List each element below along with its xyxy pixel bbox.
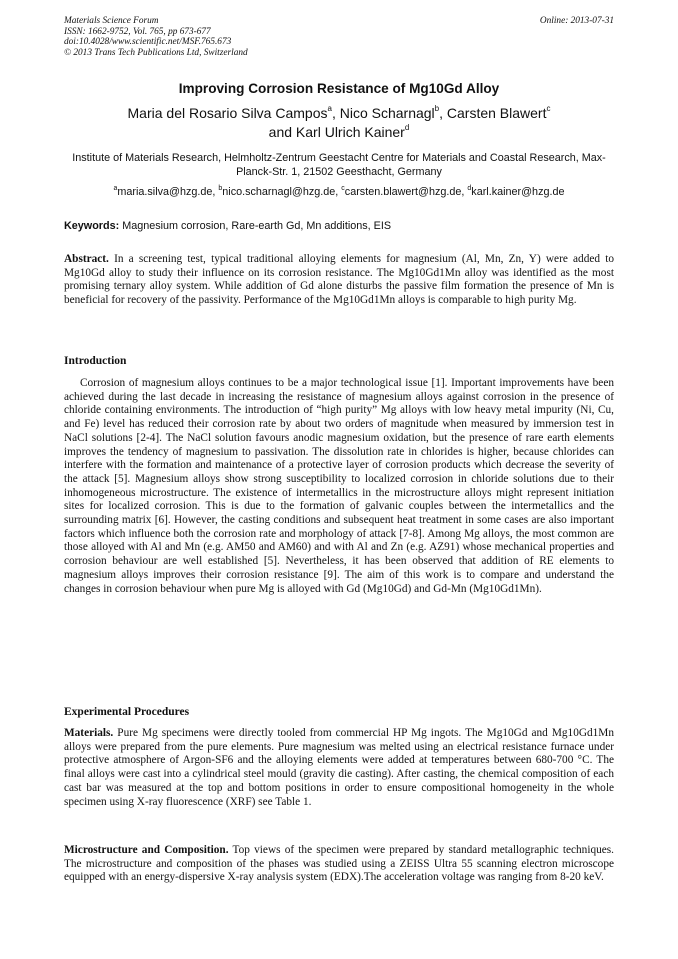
email-superscript: a (113, 185, 118, 192)
email-address: carsten.blawert@hzg.de, (344, 186, 465, 198)
email-superscript: c (341, 185, 345, 192)
online-date: Online: 2013-07-31 (539, 16, 614, 26)
author-conjunction: and (268, 124, 293, 140)
materials-label: Materials. (64, 727, 114, 739)
email-superscript: b (218, 185, 223, 192)
microstructure-paragraph (64, 844, 614, 885)
author-superscript: a (327, 104, 332, 113)
author-superscript: b (434, 104, 440, 113)
paper-title: Improving Corrosion Resistance of Mg10Gd Alloy (178, 81, 500, 96)
author-superscript: d (404, 123, 410, 132)
experimental-heading: Experimental Procedures (64, 706, 190, 718)
email-superscript: d (467, 185, 472, 192)
author-name: Carsten Blawert (446, 105, 547, 121)
author-name: Karl Ulrich Kainer (295, 124, 405, 140)
journal-header (64, 16, 484, 58)
journal-name: Materials Science Forum (64, 16, 159, 26)
abstract-text: In a screening test, typical traditional alloying elements for magnesium (Al, Mn, Zn, Y) were added to Mg10Gd alloy to study their influence on its corrosion resistance. The Mg10Gd1Mn alloy was identified as the most promising ternary alloy system. While addition of Gd alone disturbs the passive film formation the presence of Mn is beneficial for recovery of the passivity. Performance of the Mg10Gd1Mn alloys is comparable to high purity Mg. (64, 253, 614, 307)
author-name: Nico Scharnagl (339, 105, 435, 121)
abstract-label: Abstract. (64, 253, 109, 265)
keywords-label: Keywords: (64, 220, 120, 232)
journal-doi: doi:10.4028/www.scientific.net/MSF.765.673 (64, 37, 232, 48)
keywords-text: Magnesium corrosion, Rare-earth Gd, Mn additions, EIS (122, 220, 392, 232)
journal-issn: ISSN: 1662-9752, Vol. 765, pp 673-677 (64, 26, 211, 37)
author-list: Maria del Rosario Silva Campos$^a$, Nico Scharnagl$^b$, Carsten Blawert$^c$ and Karl Ulrich Kainer$^d$ (127, 104, 551, 140)
abstract (64, 253, 614, 308)
materials-paragraph (64, 727, 614, 809)
email-address: nico.scharnagl@hzg.de, (222, 186, 339, 198)
introduction-heading: Introduction (64, 355, 127, 367)
materials-text: Pure Mg specimens were directly tooled from commercial HP Mg ingots. The Mg10Gd and Mg10Gd1Mn alloys were prepared from the pure elements. Pure magnesium was melted using an electrical resistance furnace under protective atmosphere of Argon-SF6 and the alloying elements were added at temperatures between 680-700 °C. The final alloys were cast into a cylindrical steel mould (gravity die casting). After casting, the chemical composition of each cast bar was measured at the top and bottom positions in order to ensure compositional homogeneity in the whole specimen using X-ray fluorescence (XRF) see Table 1. (64, 727, 614, 808)
journal-copyright: © 2013 Trans Tech Publications Ltd, Switzerland (64, 47, 248, 58)
email-address: karl.kainer@hzg.de (471, 186, 565, 198)
keywords (64, 220, 614, 232)
author-superscript: c (546, 104, 551, 113)
email-address: maria.silva@hzg.de, (117, 186, 216, 198)
introduction-body (64, 377, 614, 596)
introduction-paragraph: Corrosion of magnesium alloys continues to be a major technological issue [1]. Important improvements have been achieved during the last decade in increasing the resistance of magnesium alloys against corrosion in the presence of chloride containing environments. The introduction of “high purity” Mg alloys with low heavy metal impurity (Ni, Cu, and Fe) level has reduced their corrosion rate by about two orders of magnitude when measured by immersion test in NaCl solutions [2-4]. The NaCl solution favours anodic magnesium oxidation, but the presence of rare earth elements improves the tendency of magnesium to passivation. The dissolution rate in chlorides is higher, because chlorides can interfere with the formation and maintenance of a protective layer of corrosion products which decrease the severity of the attack [5]. Magnesium alloys show strong susceptibility to localized corrosion in chloride solutions due to their inhomogeneous microstructure. The existence of intermetallics in the microstructure alloys might represent initiation sites for localized corrosion. This is due to the formation of galvanic couples between the intermetallics and the surrounding matrix [6]. However, the casting conditions and subsequent heat treatment in some cases are also important factors which influence both the corrosion rate and morphology of attack [7-8]. Among Mg alloys, the most common are those alloyed with Al and Mn (e.g. AM50 and AM60) and with Al and Zn (e.g. AZ91) whose mechanical properties and corrosion behaviour are well established [5]. Nevertheless, it has been observed that addition of RE elements to magnesium alloys improves their corrosion resistance [9]. The aim of this work is to compare and understand the changes in corrosion behaviour when pure Mg is alloyed with Gd (Mg10Gd) and Gd-Mn (Mg10Gd1Mn). (64, 377, 614, 595)
microstructure-label: Microstructure and Composition. (64, 844, 229, 856)
email-list (64, 186, 614, 198)
affiliation: Institute of Materials Research, Helmholtz-Zentrum Geestacht Centre for Materials and Coastal Research, Max-Planck-Str. 1, 21502 Geesthacht, Germany (72, 152, 606, 178)
microstructure-text: Top views of the specimen were prepared by standard metallographic techniques. The microstructure and composition of the phases was studied using a ZEISS Ultra 55 scanning electron microscope equipped with an energy-dispersive X-ray analysis system (EDX).The acceleration voltage was ranging from 8-20 keV. (64, 844, 614, 884)
author-name: Maria del Rosario Silva Campos (127, 105, 328, 121)
